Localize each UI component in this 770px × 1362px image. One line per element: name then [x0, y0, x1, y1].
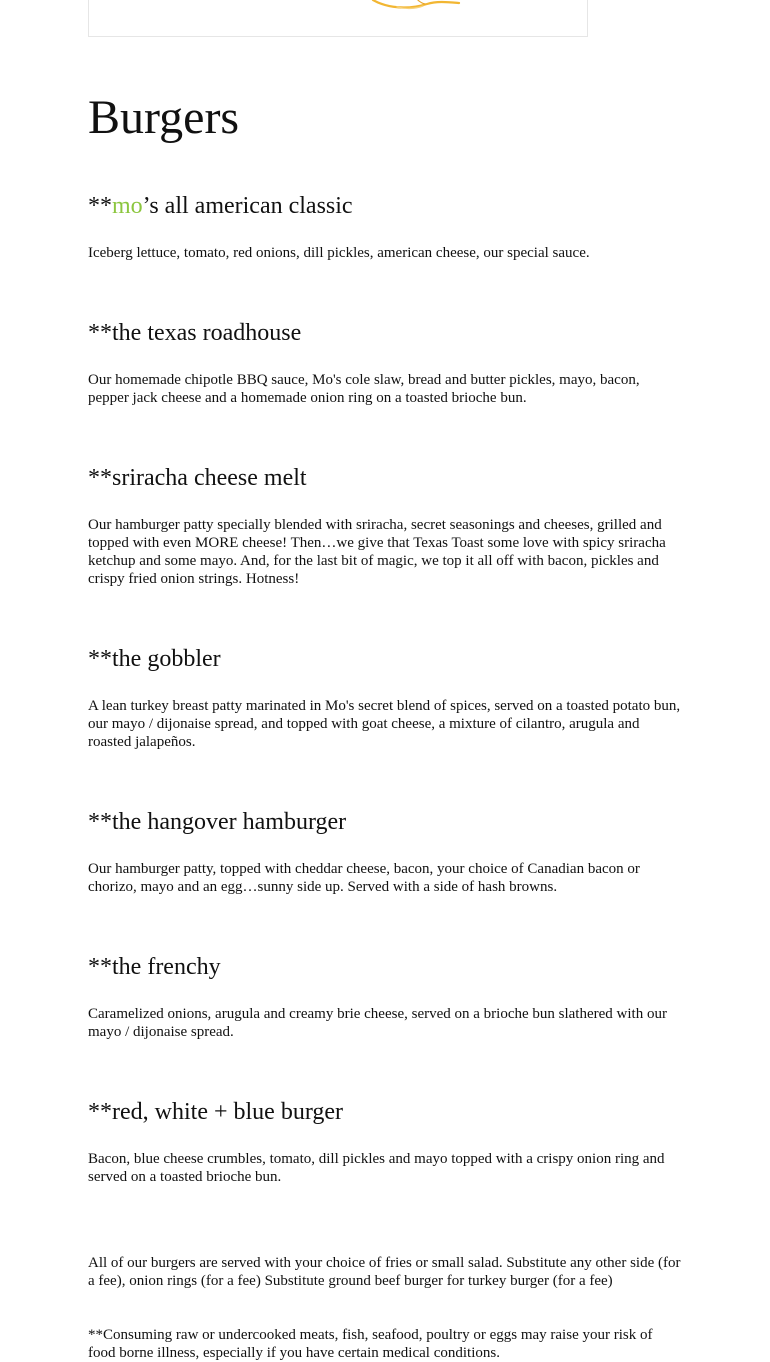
menu-item-description: A lean turkey breast patty marinated in Mo's secret blend of spices, served on a toasted potato bun, our mayo / dijonaise spread, and topped with goat cheese, a mixture of cilantro, arugula and roasted jalapeños.	[88, 698, 681, 750]
menu-item-description: Caramelized onions, arugula and creamy brie cheese, served on a brioche bun slathered with our mayo / dijonaise spread.	[88, 1006, 667, 1040]
menu-item-description: Our hamburger patty, topped with cheddar cheese, bacon, your choice of Canadian bacon or chorizo, mayo and an egg…sunny side up. Served with a side of hash browns.	[88, 861, 640, 895]
menu-item-name: ’s all american classic	[142, 193, 353, 219]
brand-prefix: **	[88, 193, 112, 219]
health-warning: **Consuming raw or undercooked meats, fish, seafood, poultry or eggs may raise your risk of food borne illness, especially if you have certain medical conditions.	[88, 1327, 653, 1361]
menu-item-title: **the frenchy	[88, 954, 221, 980]
menu-item-title	[88, 192, 353, 220]
food-illustration-icon	[367, 0, 477, 14]
menu-item-title: **red, white + blue burger	[88, 1099, 344, 1125]
menu-item-title: **the texas roadhouse	[88, 320, 302, 346]
menu-item-title: **the gobbler	[88, 646, 221, 672]
menu-item-title: **sriracha cheese melt	[88, 465, 307, 491]
page-title: Burgers	[88, 91, 240, 144]
header-image	[88, 0, 588, 37]
menu-item-description: Our homemade chipotle BBQ sauce, Mo's cole slaw, bread and butter pickles, mayo, bacon, pepper jack cheese and a homemade onion ring on a toasted brioche bun.	[88, 372, 640, 406]
brand-accent-word: mo	[112, 193, 143, 219]
sides-note: All of our burgers are served with your choice of fries or small salad. Substitute any other side (for a fee), onion rings (for a fee) Substitute ground beef burger for turkey burger (for a fee)	[88, 1255, 681, 1289]
menu-item-description: Iceberg lettuce, tomato, red onions, dill pickles, american cheese, our special sauce.	[88, 245, 590, 261]
menu-item-description: Our hamburger patty specially blended with sriracha, secret seasonings and cheeses, grilled and topped with even MORE cheese! Then…we give that Texas Toast some love with spicy sriracha ketchup and some mayo. And, for the last bit of magic, we top it all off with bacon, pickles and crispy fried onion strings. Hotness!	[88, 517, 666, 587]
menu-item-title: **the hangover hamburger	[88, 809, 347, 835]
menu-item-description: Bacon, blue cheese crumbles, tomato, dill pickles and mayo topped with a crispy onion ring and served on a toasted brioche bun.	[88, 1151, 665, 1185]
